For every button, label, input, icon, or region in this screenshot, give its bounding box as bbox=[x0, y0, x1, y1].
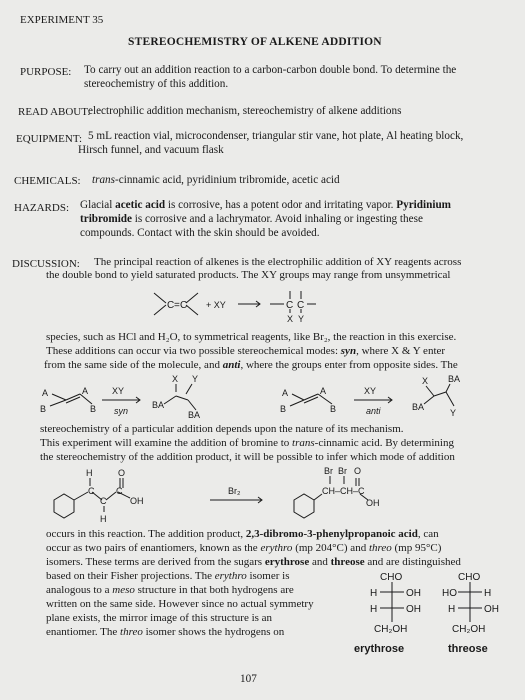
syn-anti-scheme bbox=[36, 372, 496, 422]
experiment-number: EXPERIMENT 35 bbox=[20, 14, 104, 26]
equipment-label: EQUIPMENT: bbox=[16, 133, 83, 145]
alkene-addition-scheme bbox=[150, 287, 340, 329]
anti-start-b1: B bbox=[280, 404, 287, 414]
discussion-line-9: occurs in this reaction. The addition product, 2,3-dibromo-3-phenylpropanoic acid, can bbox=[46, 528, 439, 540]
erythrose-oh-1: OH bbox=[406, 588, 421, 599]
syn-label: syn bbox=[114, 406, 129, 416]
threose-h-1: H bbox=[484, 588, 492, 599]
discussion-line-14: written on the same side. However since no actual symmetry bbox=[46, 598, 314, 610]
cinnamic-c1: C bbox=[88, 486, 95, 496]
threose-ho: HO bbox=[442, 588, 457, 599]
threose-cho: CHO bbox=[458, 572, 481, 583]
discussion-line-7: This experiment will examine the addition of bromine to trans-cinnamic acid. By determining bbox=[40, 437, 454, 449]
erythrose-oh-2: OH bbox=[406, 604, 421, 615]
equipment-line-1: 5 mL reaction vial, microcondenser, triangular stir vane, hot plate, Al heating block, bbox=[88, 130, 464, 142]
hazards-line-1: Glacial acetic acid is corrosive, has a potent odor and irritating vapor. Pyridinium bbox=[80, 199, 451, 211]
purpose-line-2: stereochemistry of this addition. bbox=[84, 78, 229, 90]
syn-start-b1: B bbox=[40, 404, 47, 414]
anti-y: Y bbox=[450, 408, 457, 418]
discussion-line-10: occur as two pairs of enantiomers, known as the erythro (mp 204°C) and threo (mp 95°C) bbox=[46, 542, 442, 554]
erythrose-h-2: H bbox=[370, 604, 378, 615]
erythrose-ch2oh: CH₂OH bbox=[374, 624, 408, 635]
read-about-label: READ ABOUT: bbox=[18, 106, 91, 118]
double-bond-sign: = bbox=[174, 300, 180, 311]
threose-h-2: H bbox=[448, 604, 456, 615]
alkene-carbon-1: C bbox=[167, 300, 175, 311]
hazards-label: HAZARDS: bbox=[14, 202, 70, 214]
discussion-line-2: the double bond to yield saturated products. The XY groups may range from unsymmetrical bbox=[46, 269, 451, 281]
cinnamic-c2: C bbox=[100, 496, 107, 506]
anti-start-b2: B bbox=[330, 404, 337, 414]
discussion-label: DISCUSSION: bbox=[12, 258, 80, 270]
page-number: 107 bbox=[240, 673, 257, 685]
chemicals-text: trans-cinnamic acid, pyridinium tribromide, acetic acid bbox=[92, 174, 340, 186]
syn-y: Y bbox=[192, 374, 199, 384]
anti-ba-left: BA bbox=[412, 402, 425, 412]
anti-ba-top: BA bbox=[448, 374, 461, 384]
erythrose-h-1: H bbox=[370, 588, 378, 599]
read-about-text: electrophilic addition mechanism, stereochemistry of alkene additions bbox=[88, 105, 402, 117]
discussion-line-6: stereochemistry of a particular addition depends upon the nature of its mechanism. bbox=[40, 423, 404, 435]
discussion-line-1: The principal reaction of alkenes is the electrophilic addition of XY reagents across bbox=[94, 256, 462, 268]
discussion-line-5: from the same side of the molecule, and anti, where the groups enter from opposite sides. The bbox=[44, 359, 458, 371]
anti-reagent: XY bbox=[364, 386, 377, 396]
equipment-line-2: Hirsch funnel, and vacuum flask bbox=[78, 144, 224, 156]
discussion-line-15: plane exists, the mirror image of this structure is an bbox=[46, 612, 273, 624]
bromine-reagent: Br₂ bbox=[228, 486, 241, 496]
product-br-1: Br bbox=[324, 466, 333, 476]
alkene-carbon-2: C bbox=[180, 300, 188, 311]
purpose-label: PURPOSE: bbox=[20, 66, 72, 78]
syn-start-b2: B bbox=[90, 404, 97, 414]
product-br-2: Br bbox=[338, 466, 347, 476]
product-carbon-1: C bbox=[286, 300, 294, 311]
discussion-line-8: the stereochemistry of the addition product, it will be possible to infer which mode of addition bbox=[40, 451, 455, 463]
cinnamic-oh: OH bbox=[130, 496, 144, 506]
product-carbon-2: C bbox=[297, 300, 305, 311]
syn-reagent: XY bbox=[112, 386, 125, 396]
anti-start-a1: A bbox=[282, 388, 289, 398]
discussion-line-12: based on their Fisher projections. The erythro isomer is bbox=[46, 570, 290, 582]
syn-ba-left: BA bbox=[152, 400, 165, 410]
product-o: O bbox=[354, 466, 362, 476]
cinnamic-c3: C bbox=[116, 486, 123, 496]
bromination-scheme bbox=[40, 464, 460, 526]
threose-ch2oh: CH₂OH bbox=[452, 624, 486, 635]
discussion-line-4: These additions can occur via two possible stereochemical modes: syn, where X & Y enter bbox=[46, 345, 446, 357]
threose-oh: OH bbox=[484, 604, 499, 615]
purpose-line-1: To carry out an addition reaction to a carbon-carbon double bond. To determine the bbox=[84, 64, 457, 76]
cinnamic-o: O bbox=[118, 468, 126, 478]
erythrose-cho: CHO bbox=[380, 572, 403, 583]
erythrose-label: erythrose bbox=[354, 643, 405, 655]
cinnamic-h-top: H bbox=[86, 468, 93, 478]
discussion-line-16: enantiomer. The threo isomer shows the hydrogens on bbox=[46, 626, 285, 638]
hazards-line-2: tribromide is corrosive and a lachrymator. Avoid inhaling or ingesting these bbox=[80, 213, 423, 225]
anti-label: anti bbox=[366, 406, 381, 416]
discussion-line-13: analogous to a meso structure in that both hydrogens are bbox=[46, 584, 294, 596]
discussion-line-3: species, such as HCl and H₂O, to symmetrical reagents, like Br₂, the reaction in this exercise. bbox=[46, 331, 457, 343]
syn-x: X bbox=[172, 374, 179, 384]
syn-start-a1: A bbox=[42, 388, 49, 398]
anti-start-a2: A bbox=[320, 386, 327, 396]
fischer-projections bbox=[348, 570, 508, 656]
anti-x: X bbox=[422, 376, 429, 386]
syn-ba-right: BA bbox=[188, 410, 201, 420]
product-chain: CH–CH–C bbox=[322, 486, 365, 496]
product-x: X bbox=[287, 314, 294, 324]
product-oh: OH bbox=[366, 498, 380, 508]
chemicals-label: CHEMICALS: bbox=[14, 175, 81, 187]
plus-xy: + XY bbox=[206, 300, 226, 310]
syn-start-a2: A bbox=[82, 386, 89, 396]
page-title: STEREOCHEMISTRY OF ALKENE ADDITION bbox=[128, 36, 382, 48]
hazards-line-3: compounds. Contact with the skin should be avoided. bbox=[80, 227, 320, 239]
cinnamic-h-bottom: H bbox=[100, 514, 107, 524]
product-y: Y bbox=[298, 314, 305, 324]
threose-label: threose bbox=[448, 643, 488, 655]
discussion-line-11: isomers. These terms are derived from the sugars erythrose and threose and are distinguished bbox=[46, 556, 461, 568]
